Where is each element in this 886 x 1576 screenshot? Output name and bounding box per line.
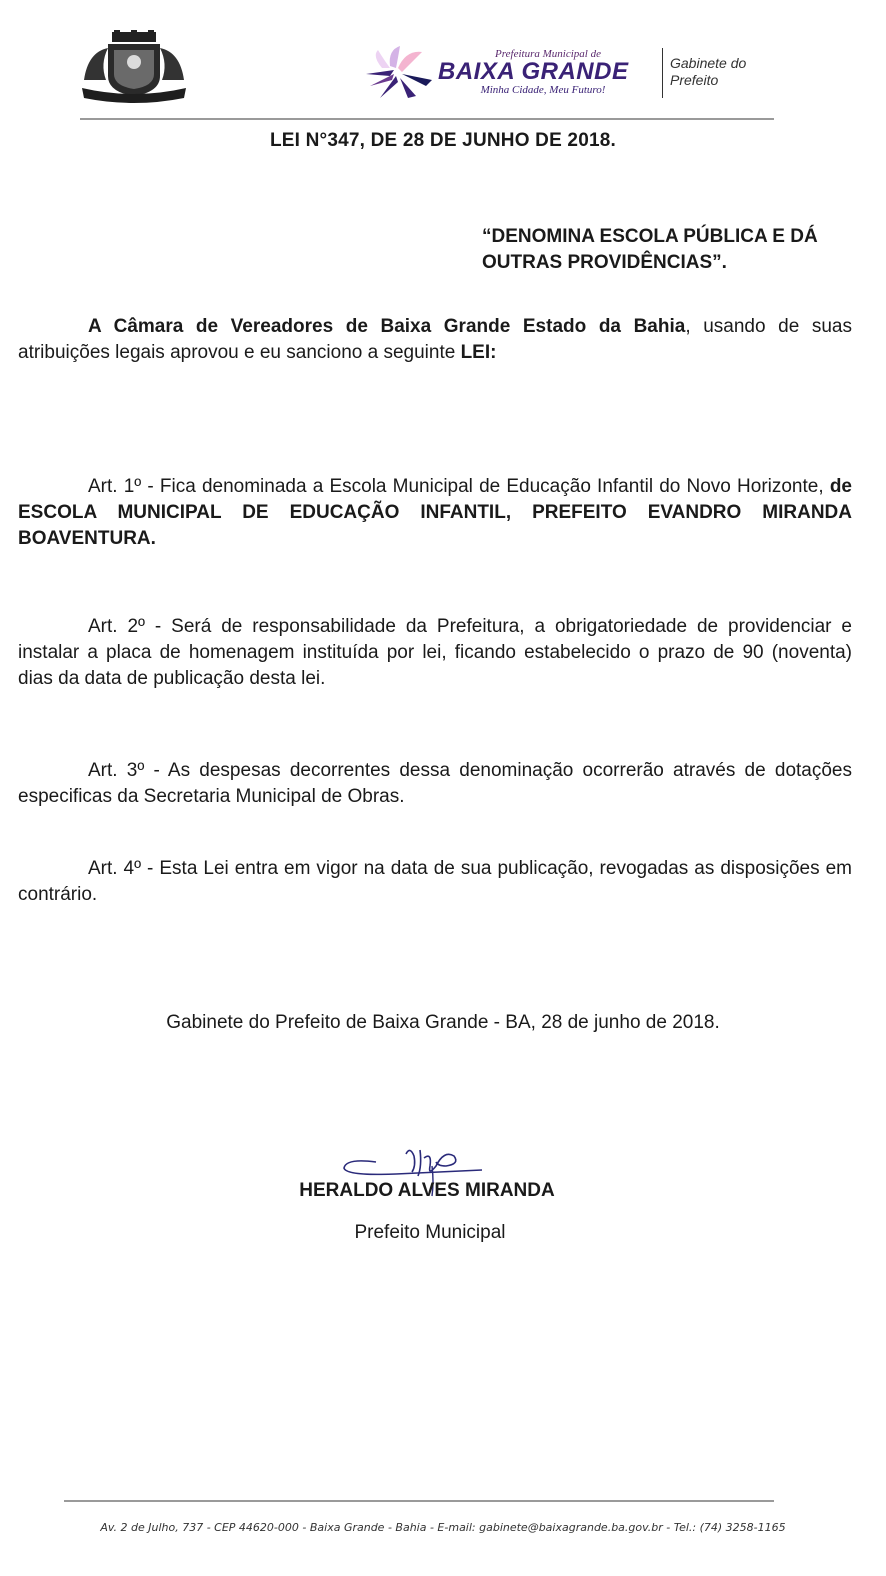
logo-prefix: Prefeitura Municipal de bbox=[495, 48, 601, 60]
article-2-text: Art. 2º - Será de responsabilidade da Prefeitura, a obrigatoriedade de providenciar e instalar a placa de homenagem instituída por lei, ficando estabelecido o prazo de 90 (noventa) dias da data de publicação desta lei. bbox=[18, 616, 852, 689]
article-4 bbox=[18, 856, 852, 908]
article-3-text: Art. 3º - As despesas decorrentes dessa denominação ocorrerão através de dotações especificas da Secretaria Municipal de Obras. bbox=[18, 760, 852, 807]
footer-rule bbox=[64, 1500, 774, 1502]
office-line-2: Prefeito bbox=[670, 72, 719, 88]
article-1-bold: de ESCOLA MUNICIPAL DE EDUCAÇÃO INFANTIL, PREFEITO EVANDRO MIRANDA BOAVENTURA. bbox=[18, 476, 852, 549]
preamble-lei: LEI: bbox=[460, 342, 497, 363]
article-3 bbox=[18, 758, 852, 810]
logo-motto: Minha Cidade, Meu Futuro! bbox=[480, 84, 606, 96]
header-divider bbox=[662, 48, 663, 98]
article-2 bbox=[18, 614, 852, 692]
preamble-text: , usando de suas atribuições legais aprovou e eu sanciono a seguinte bbox=[18, 316, 852, 363]
coat-of-arms-logo bbox=[78, 30, 190, 104]
logo-wordmark bbox=[438, 48, 658, 96]
closing-place-date: Gabinete do Prefeito de Baixa Grande - BA, 28 de junho de 2018. bbox=[166, 1012, 720, 1033]
ementa: “DENOMINA ESCOLA PÚBLICA E DÁ OUTRAS PROVIDÊNCIAS”. bbox=[482, 226, 818, 273]
office-label bbox=[670, 55, 746, 89]
article-1-text: Art. 1º - Fica denominada a Escola Municipal de Educação Infantil do Novo Horizonte, bbox=[88, 476, 830, 497]
footer-contact: Av. 2 de Julho, 737 - CEP 44620-000 - Baixa Grande - Bahia - E-mail: gabinete@baixagrande.ba.gov.br - Tel.: (74) 3258-1165 bbox=[100, 1521, 786, 1534]
signer-role: Prefeito Municipal bbox=[354, 1222, 506, 1243]
office-line-1: Gabinete do bbox=[670, 55, 747, 71]
header-rule bbox=[80, 118, 774, 120]
article-4-text: Art. 4º - Esta Lei entra em vigor na data de sua publicação, revogadas as disposições em contrário. bbox=[18, 858, 852, 905]
signer-name: HERALDO ALVES MIRANDA bbox=[299, 1180, 555, 1201]
preamble-bold: A Câmara de Vereadores de Baixa Grande Estado da Bahia bbox=[88, 316, 686, 337]
baixa-grande-logo-icon bbox=[360, 44, 434, 100]
preamble bbox=[18, 314, 852, 366]
article-1 bbox=[18, 474, 852, 552]
law-title: LEI N°347, DE 28 DE JUNHO DE 2018. bbox=[270, 130, 616, 151]
logo-name: BAIXA GRANDE bbox=[438, 58, 629, 85]
